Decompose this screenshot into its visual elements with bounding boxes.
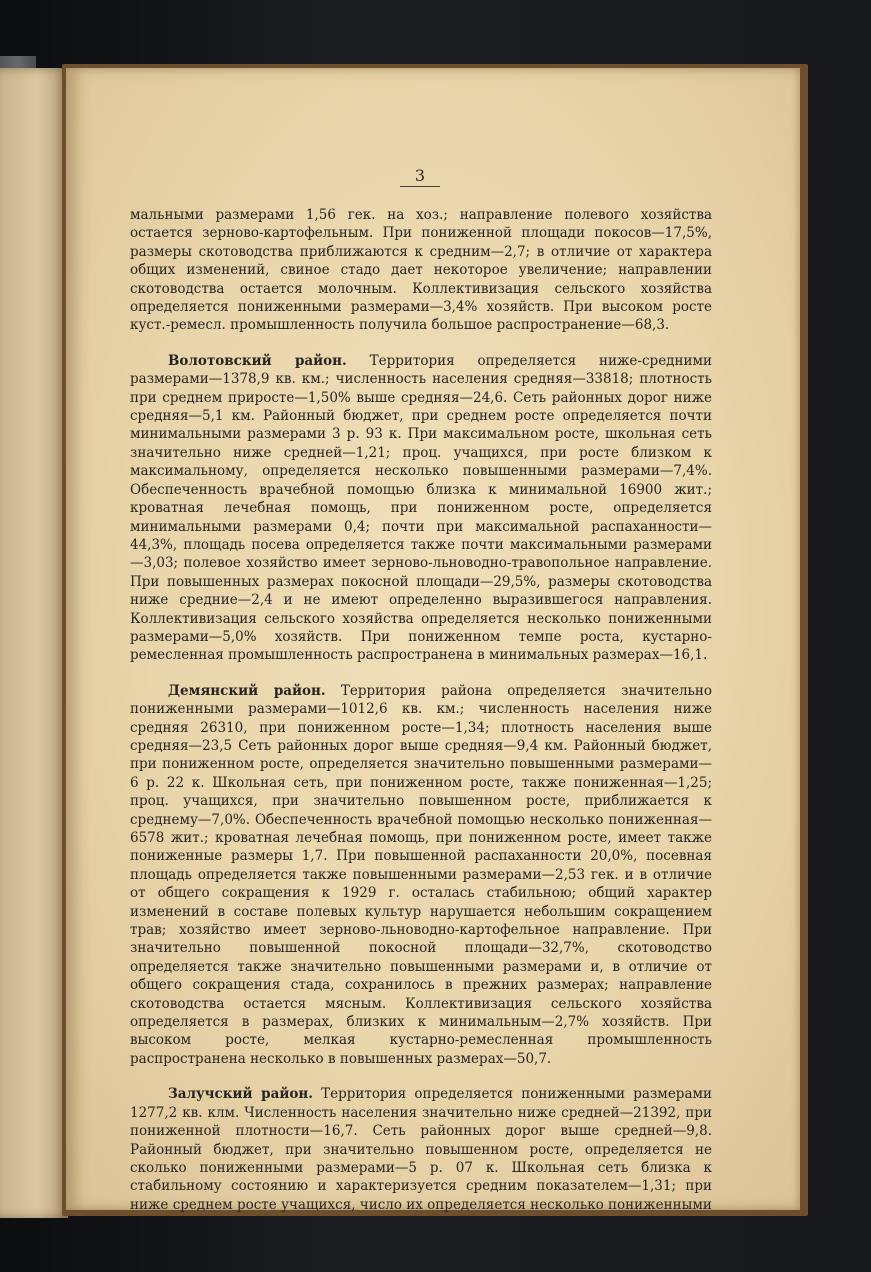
paragraph-demyansky <box>130 682 712 1069</box>
paragraph-text: Территория определяется ниже-средними размерами—1378,9 кв. км.; численность населения средняя—33818; плотность при среднем приросте—1,50% выше средняя—24,6. Сеть районных дорог ниже средняя—5,1 км. Районный бюджет, при среднем росте определяется почти минимальными размерами 3 р. 93 к. При максимальном росте, школьная сеть значительно ниже средней—1,21; проц. учащихся, при росте близком к максимальному, определяется несколько повышенными размерами—7,4%. Обеспеченность врачебной помощью близка к минимальной 16900 жит.; кроватная лечебная помощь, при пониженном росте, определяется минимальными размерами 0,4; почти при максимальной распаханности—44,3%, площадь посева определяется также почти максимальными размерами—3,03; полевое хозяйство имеет зерново-льноводно-травопольное направление. При повышенных размерах покосной площади—29,5%, размеры скотоводства ниже средние—2,4 и не имеют определенно выразившегося направления. Коллективизация сельского хозяйства определяется несколько пониженными размерами—5,0% хозяйств. При пониженном темпе роста, кустарно-ремесленная промышленность распространена в минимальных размерах—16,1. <box>130 352 712 664</box>
page-text <box>130 206 712 1214</box>
paragraph-zaluchsky <box>130 1085 712 1214</box>
paragraph-text: Территория района определяется значительно пониженными размерами—1012,6 кв. км.; численность населения ниже средняя 26310, при пониженном росте—1,34; плотность населения выше средняя—23,5 Сеть районных дорог выше средняя—9,4 км. Районный бюджет, при пониженном росте, определяется значительно повышенными размерами—6 р. 22 к. Школьная сеть, при пониженном росте, также пониженная—1,25; проц. учащихся, при значительно повышенном росте, приближается к среднему—7,0%. Обеспеченность врачебной помощью несколько пониженная—6578 жит.; кроватная лечебная помощь, при пониженном росте, имеет также пониженные размеры 1,7. При повышенной распаханности 20,0%, посевная площадь определяется также повышенными размерами—2,53 гек. и в отличие от общего сокращения к 1929 г. осталась стабильною; общий характер изменений в составе полевых культур нарушается небольшим сокращением трав; хозяйство имеет зерново-льноводно-картофельное направление. При значительно повышенной покосной площади—32,7%, скотоводство определяется также значительно повышенными размерами и, в отличие от общего сокращения стада, сохранилось в прежних размерах; направление скотоводства остается мясным. Коллективизация сельского хозяйства определяется в размерах, близких к минимальным—2,7% хозяйств. При высоком росте, мелкая кустарно-ремесленная промышленность распространена несколько в повышенных размерах—50,7. <box>130 682 712 1067</box>
district-heading-demyansky: Демянский район. <box>168 682 326 699</box>
district-heading-volotovsky: Волотовский район. <box>168 352 347 369</box>
left-page-edge <box>0 68 68 1218</box>
paragraph-text: Территория определяется пониженными размерами 1277,2 кв. клм. Численность населения значительно ниже средней—21392, при пониженной плотности—16,7. Сеть районных дорог выше средней—9,8. Районный бюджет, при значительно повышенном росте, определяется не сколько пониженными размерами—5 р. 07 к. Школьная сеть близка к стабильному состоянию и характеризуется средним показателем—1,31; при ниже среднем росте учащихся, число их определяется несколько пониженными <box>130 1086 712 1213</box>
paragraph-volotovsky <box>130 352 712 665</box>
page-number: 3 <box>400 166 440 187</box>
paragraph-text: мальными размерами 1,56 гек. на хоз.; направление полевого хозяйства остается зерново-картофельным. При пониженной площади покосов—17,5%, размеры скотоводства приближаются к средним—2,7; в отличие от характера общих изменений, свиное стадо дает некоторое увеличение; направлении скотоводства остается молочным. Коллективизация сельского хозяйства определяется пониженными размерами—3,4% хозяйств. При высоком росте куст.-ремесл. промышленность получила большое распространение—68,3. <box>130 207 712 334</box>
district-heading-zaluchsky: Залучский район. <box>168 1086 313 1103</box>
paragraph-continuation <box>130 206 712 335</box>
